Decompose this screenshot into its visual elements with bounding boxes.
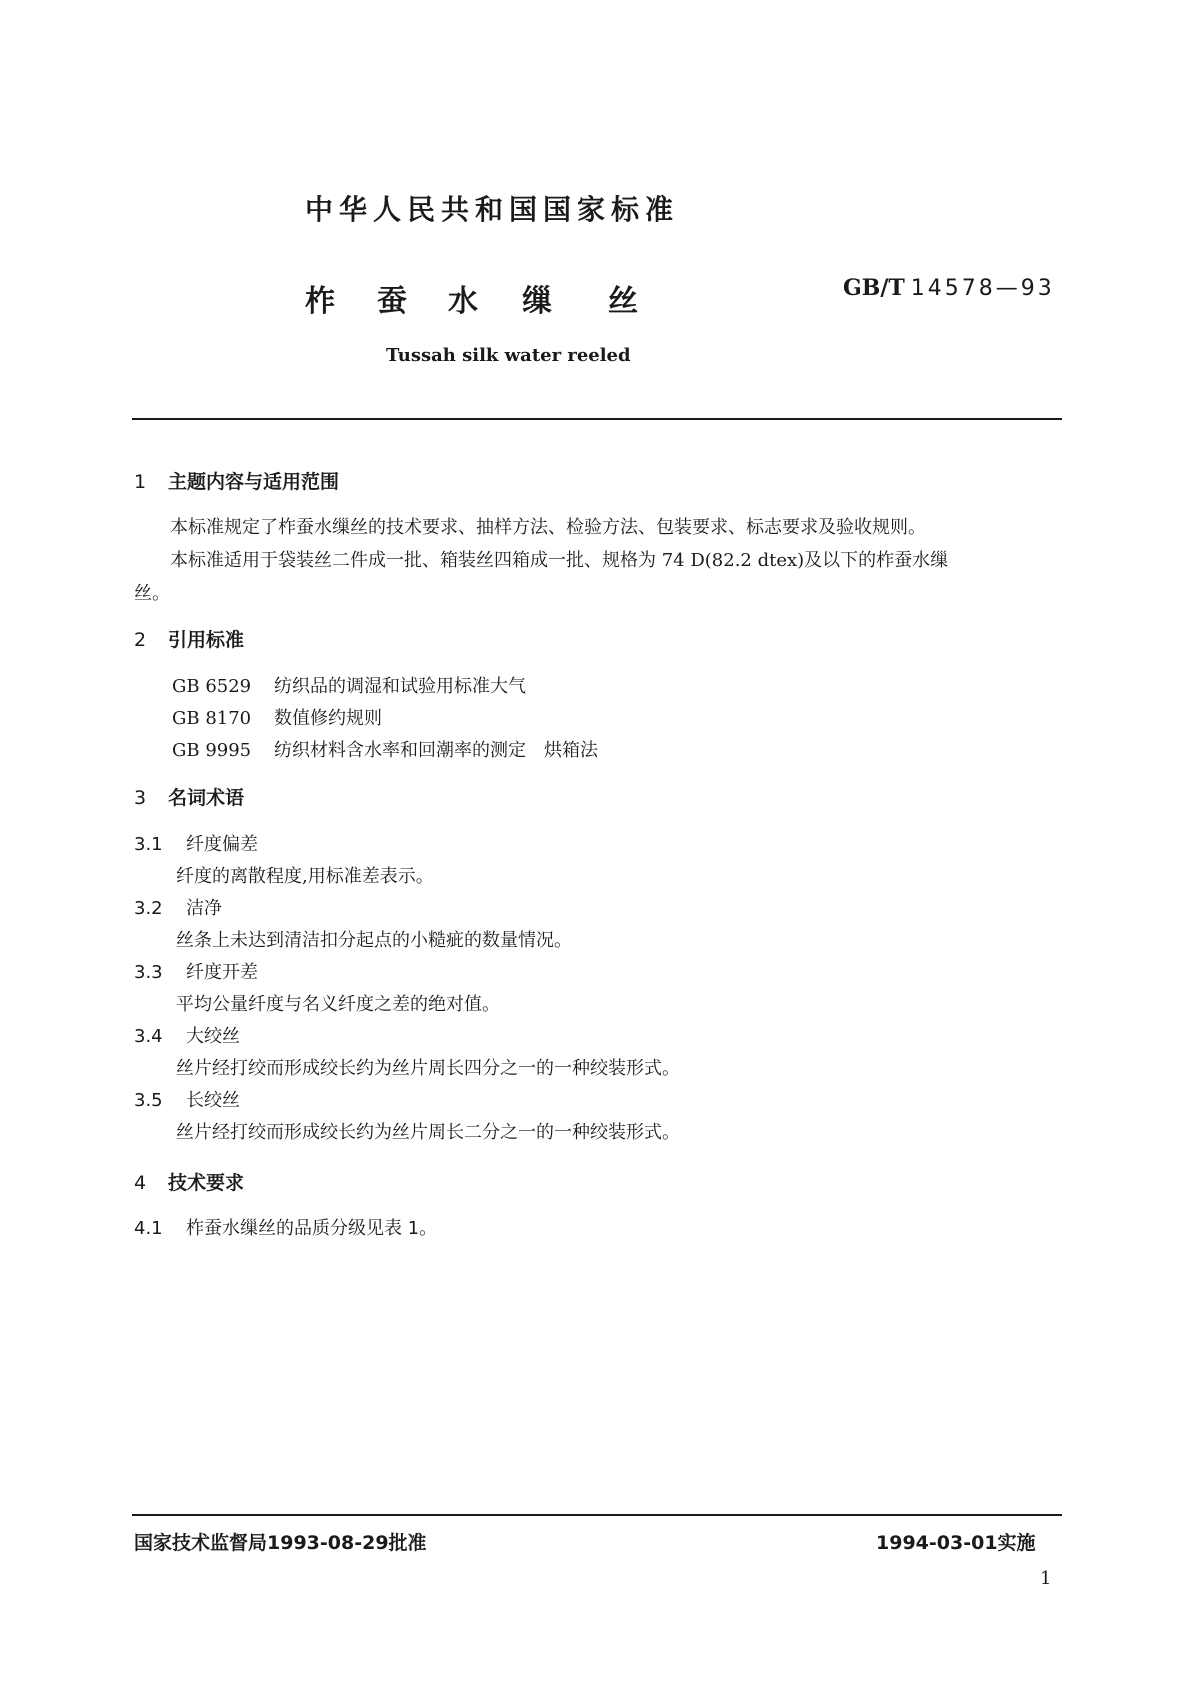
reference-name: 纺织品的调湿和试验用标准大气 <box>274 676 526 697</box>
section-1-paragraph-1: 本标准规定了柞蚕水缫丝的技术要求、抽样方法、检验方法、包装要求、标志要求及验收规则。 <box>170 517 926 538</box>
standard-prefix: GB/T <box>843 275 905 301</box>
term-definition: 丝条上未达到清洁扣分起点的小糙疵的数量情况。 <box>176 930 572 951</box>
term-name: 长绞丝 <box>186 1090 240 1111</box>
standard-number <box>843 275 1055 301</box>
title-char: 柞 <box>305 284 335 319</box>
term-heading <box>134 1086 240 1112</box>
term-definition: 丝片经打绞而形成绞长约为丝片周长四分之一的一种绞装形式。 <box>176 1058 680 1079</box>
term-definition: 纤度的离散程度,用标准差表示。 <box>176 866 434 887</box>
term-number: 3.4 <box>134 1026 163 1047</box>
reference-name: 纺织材料含水率和回潮率的测定 烘箱法 <box>274 740 598 761</box>
term-number: 3.2 <box>134 898 163 919</box>
reference-code: GB 9995 <box>172 740 252 761</box>
term-heading <box>134 830 258 856</box>
title-char: 缫 <box>522 284 552 319</box>
title-char: 蚕 <box>377 284 407 319</box>
reference-item <box>172 672 526 698</box>
section-title: 技术要求 <box>168 1172 245 1194</box>
section-4-heading <box>134 1168 244 1195</box>
reference-name: 数值修约规则 <box>274 708 382 729</box>
term-heading <box>134 894 222 920</box>
english-title: Tussah silk water reeled <box>386 345 631 366</box>
title-char: 丝 <box>608 284 638 319</box>
clause-number: 4.1 <box>134 1218 163 1239</box>
approval-info: 国家技术监督局1993-08-29批准 <box>134 1532 427 1554</box>
term-name: 纤度偏差 <box>186 834 258 855</box>
page-number: 1 <box>1040 1568 1052 1589</box>
clause-text: 柞蚕水缫丝的品质分级见表 1。 <box>186 1218 438 1239</box>
reference-item <box>172 736 598 762</box>
section-1-paragraph-2-cont: 丝。 <box>134 583 170 604</box>
section-1-paragraph-2: 本标准适用于袋装丝二件成一批、箱装丝四箱成一批、规格为 74 D(82.2 dtex)及以下的柞蚕水缫 <box>170 550 949 571</box>
section-title: 主题内容与适用范围 <box>168 471 340 493</box>
title-char: 水 <box>448 284 478 319</box>
clause-4-1 <box>134 1214 437 1240</box>
header-divider <box>132 418 1062 420</box>
reference-code: GB 8170 <box>172 708 252 729</box>
section-number: 3 <box>134 787 147 809</box>
reference-item <box>172 704 382 730</box>
section-number: 4 <box>134 1172 147 1194</box>
reference-code: GB 6529 <box>172 676 252 697</box>
section-number: 1 <box>134 471 147 493</box>
term-name: 纤度开差 <box>186 962 258 983</box>
footer-divider <box>132 1514 1062 1516</box>
section-2-heading <box>134 625 244 652</box>
term-number: 3.1 <box>134 834 163 855</box>
term-number: 3.5 <box>134 1090 163 1111</box>
standard-code: 14578—93 <box>910 276 1055 301</box>
section-1-heading <box>134 467 339 494</box>
term-number: 3.3 <box>134 962 163 983</box>
section-3-heading <box>134 783 244 810</box>
term-heading <box>134 958 258 984</box>
term-definition: 丝片经打绞而形成绞长约为丝片周长二分之一的一种绞装形式。 <box>176 1122 680 1143</box>
term-name: 洁净 <box>186 898 222 919</box>
section-title: 名词术语 <box>168 787 245 809</box>
term-definition: 平均公量纤度与名义纤度之差的绝对值。 <box>176 994 500 1015</box>
section-number: 2 <box>134 629 147 651</box>
national-standard-heading: 中华人民共和国国家标准 <box>305 193 680 226</box>
term-heading <box>134 1022 240 1048</box>
implementation-date: 1994-03-01实施 <box>876 1532 1036 1554</box>
section-title: 引用标准 <box>168 629 245 651</box>
term-name: 大绞丝 <box>186 1026 240 1047</box>
